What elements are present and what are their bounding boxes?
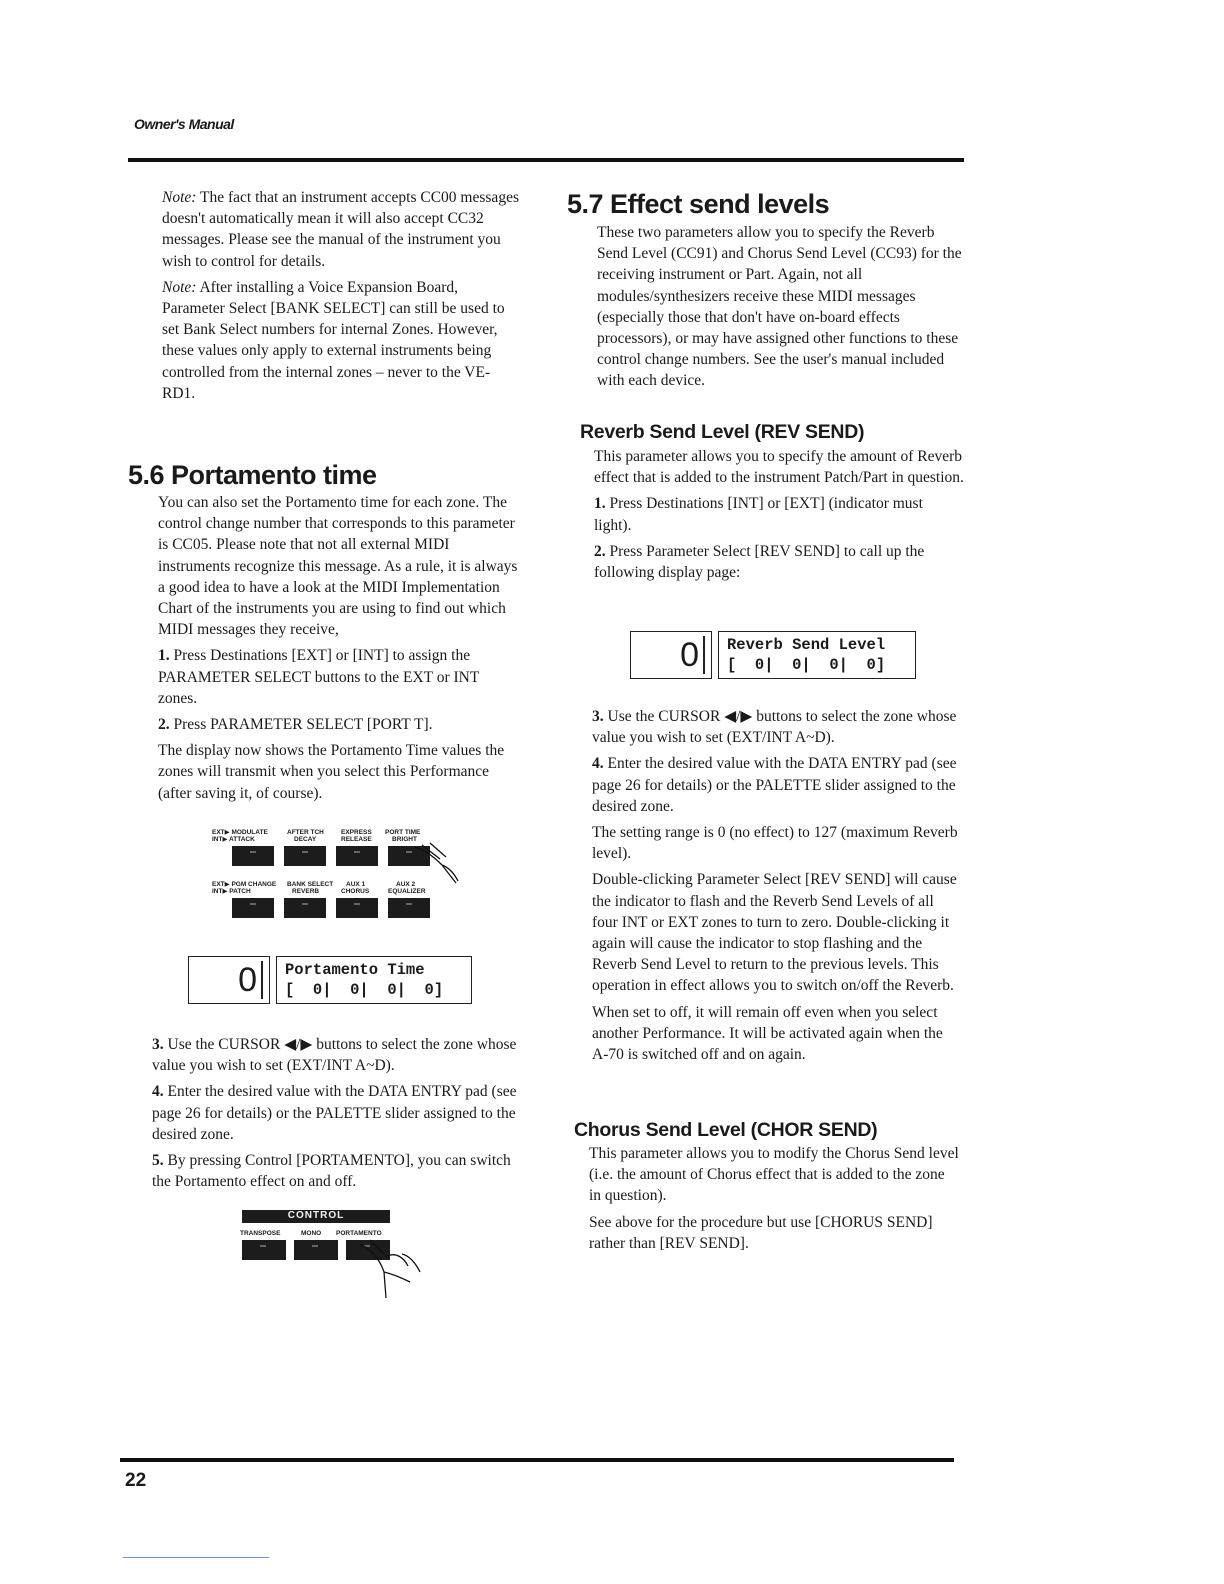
section-5-6-body	[158, 492, 518, 809]
portamento-step-1	[158, 645, 518, 709]
row2-label-aux1: AUX 1	[346, 881, 366, 888]
param-button-5[interactable]	[232, 898, 274, 918]
row2-label-equalizer: EQUALIZER	[388, 888, 426, 895]
mono-button[interactable]	[294, 1240, 338, 1260]
note-2-prefix: Note:	[162, 278, 197, 296]
portamento-step-4	[152, 1081, 520, 1145]
control-label-transpose: TRANSPOSE	[240, 1230, 281, 1237]
lcd-line-1: Reverb Send Level	[727, 636, 886, 654]
page-number: 22	[125, 1470, 147, 1491]
step-number: 3.	[592, 708, 604, 725]
lcd-text-panel	[276, 956, 472, 1004]
lcd-line-2: [ 0| 0| 0| 0]	[727, 656, 886, 674]
row1-ext-label: EXT▶ MODULATE	[212, 829, 268, 836]
step-text: Press Parameter Select [REV SEND] to call up the following display page:	[594, 542, 925, 582]
row2-label-chorus: CHORUS	[341, 888, 370, 895]
lcd-line-2: [ 0| 0| 0| 0]	[285, 981, 444, 999]
reverb-step-2	[594, 541, 964, 583]
row1-label-express: EXPRESS	[341, 829, 372, 836]
param-button-7[interactable]	[336, 898, 378, 918]
portamento-display-note: The display now shows the Portamento Time values the zones will transmit when you select this Performance (after saving it, of course).	[158, 742, 505, 802]
note-1	[162, 187, 520, 272]
reverb-step-4	[592, 753, 962, 817]
step-text: Enter the desired value with the DATA ENTRY pad (see page 26 for details) or the PALETTE slider assigned to the desired zone.	[592, 755, 957, 815]
chorus-see-above: See above for the procedure but use [CHORUS SEND] rather than [REV SEND].	[589, 1213, 933, 1252]
header-rule	[128, 158, 964, 162]
reverb-double-click: Double-clicking Parameter Select [REV SEND] will cause the indicator to flash and the Reverb Send Levels of all four INT or EXT zones to turn to zero. Double-clicking it again will cause the indicator to stop flashing and the Reverb Send Level to return to the previous levels. This operation in effect allows you to switch on/off the Reverb.	[592, 871, 957, 995]
step-number: 5.	[152, 1152, 164, 1170]
lcd-text-panel	[718, 631, 916, 679]
note-2-text: After installing a Voice Expansion Board, Parameter Select [BANK SELECT] can still be used to set Bank Select numbers for internal Zones. However, these values only apply to external instruments being controlled from the internal zones – never to the VE-RD1.	[162, 278, 505, 402]
step-text: By pressing Control [PORTAMENTO], you can switch the Portamento effect on and off.	[152, 1152, 511, 1191]
reverb-step-1	[594, 493, 964, 535]
step-text: Enter the desired value with the DATA ENTRY pad (see page 26 for details) or the PALETTE slider assigned to the desired zone.	[152, 1083, 517, 1143]
lcd-digit: 0	[238, 961, 263, 999]
reverb-off-note: When set to off, it will remain off even when you select another Performance. It will be activated again when the A-70 is switched off and on again.	[592, 1003, 943, 1064]
step-number: 2.	[158, 716, 170, 734]
note-1-prefix: Note:	[162, 189, 197, 206]
reverb-range: The setting range is 0 (no effect) to 127 (maximum Reverb level).	[592, 824, 958, 863]
lcd-number-panel	[630, 631, 712, 679]
param-button-1[interactable]	[232, 846, 274, 866]
pointing-hand-icon	[358, 1238, 428, 1308]
step-number: 3.	[152, 1036, 164, 1053]
section-5-7-intro	[597, 222, 965, 397]
row1-label-release: RELEASE	[341, 836, 372, 843]
step-number: 1.	[158, 647, 170, 665]
step-text: Press PARAMETER SELECT [PORT T].	[169, 716, 433, 734]
step-text: Use the CURSOR ◀/▶ buttons to select the zone whose value you wish to set (EXT/INT A~D).	[152, 1036, 517, 1075]
row2-ext-label: EXT▶ PGM CHANGE	[212, 881, 277, 888]
chorus-send-title: Chorus Send Level (CHOR SEND)	[574, 1119, 878, 1141]
transpose-button[interactable]	[242, 1240, 286, 1260]
param-button-6[interactable]	[284, 898, 326, 918]
row2-label-bank-select: BANK SELECT	[287, 881, 334, 888]
control-title: CONTROL	[242, 1210, 390, 1223]
footer-rule	[120, 1458, 954, 1462]
reverb-send-body	[594, 446, 964, 588]
portamento-step-5	[152, 1150, 520, 1192]
reverb-send-title: Reverb Send Level (REV SEND)	[580, 421, 865, 443]
chorus-intro: This parameter allows you to modify the Chorus Send level (i.e. the amount of Chorus effect that is added to the zone in question).	[589, 1145, 959, 1205]
note-1-text: The fact that an instrument accepts CC00 messages doesn't automatically mean it will also accept CC32 messages. Please see the manual of the instrument you wish to control for details.	[162, 189, 519, 270]
link-underline	[123, 1557, 269, 1558]
param-button-3[interactable]	[336, 846, 378, 866]
portamento-step-3	[152, 1034, 520, 1076]
step-text: Press Destinations [INT] or [EXT] (indicator must light).	[594, 495, 923, 534]
portamento-lcd-display	[188, 956, 484, 1004]
row1-label-bright: BRIGHT	[392, 836, 417, 843]
note-2	[162, 277, 520, 404]
step-number: 1.	[594, 495, 606, 513]
section-5-7-title: 5.7 Effect send levels	[567, 189, 830, 219]
pointing-hand-icon	[412, 843, 472, 903]
portamento-step-2	[158, 714, 518, 735]
reverb-intro: This parameter allows you to specify the amount of Reverb effect that is added to the instrument Patch/Part in question.	[594, 448, 964, 487]
lcd-digit: 0	[680, 636, 705, 674]
portamento-steps-continued	[152, 1034, 520, 1197]
reverb-lcd-display	[630, 631, 922, 679]
row2-int-label: INT▶ PATCH	[212, 888, 251, 895]
reverb-step-3	[592, 706, 962, 748]
control-label-portamento: PORTAMENTO	[336, 1230, 382, 1237]
row1-label-decay: DECAY	[294, 836, 317, 843]
notes-block	[162, 187, 520, 409]
lcd-line-1: Portamento Time	[285, 961, 425, 979]
row2-label-aux2: AUX 2	[396, 881, 416, 888]
parameter-select-panel	[212, 829, 472, 929]
control-label-mono: MONO	[301, 1230, 322, 1237]
portamento-intro: You can also set the Portamento time for each zone. The control change number that corresponds to this parameter is CC05. Please note that not all external MIDI instruments recognize this message. As a rule, it is always a good idea to have a look at the MIDI Implementation Chart of the instruments you are using to find out which MIDI messages they receive,	[158, 494, 518, 639]
step-number: 4.	[152, 1083, 164, 1101]
param-button-2[interactable]	[284, 846, 326, 866]
row1-label-port-time: PORT TIME	[385, 829, 421, 836]
row1-label-aftertouch: AFTER TCH	[287, 829, 324, 836]
step-text: Press Destinations [EXT] or [INT] to assign the PARAMETER SELECT buttons to the EXT or INT zones.	[158, 647, 480, 707]
chorus-send-body	[589, 1143, 959, 1259]
step-number: 2.	[594, 542, 606, 560]
control-panel	[240, 1210, 430, 1305]
lcd-number-panel	[188, 956, 270, 1004]
running-header: Owner's Manual	[134, 116, 234, 132]
section-5-6-title: 5.6 Portamento time	[128, 460, 377, 490]
effect-send-intro: These two parameters allow you to specify the Reverb Send Level (CC91) and Chorus Send Level (CC93) for the receiving instrument or Part. Again, not all modules/synthesizers receive these MIDI messages (especially those that don't have on-board effects processors), or may have assigned other functions to these control change numbers. See the user's manual included with each device.	[597, 224, 962, 390]
row2-label-reverb: REVERB	[292, 888, 320, 895]
step-text: Use the CURSOR ◀/▶ buttons to select the zone whose value you wish to set (EXT/INT A~D).	[592, 708, 957, 747]
step-number: 4.	[592, 755, 604, 773]
reverb-send-body-continued	[592, 706, 962, 1070]
row1-int-label: INT▶ ATTACK	[212, 836, 255, 843]
